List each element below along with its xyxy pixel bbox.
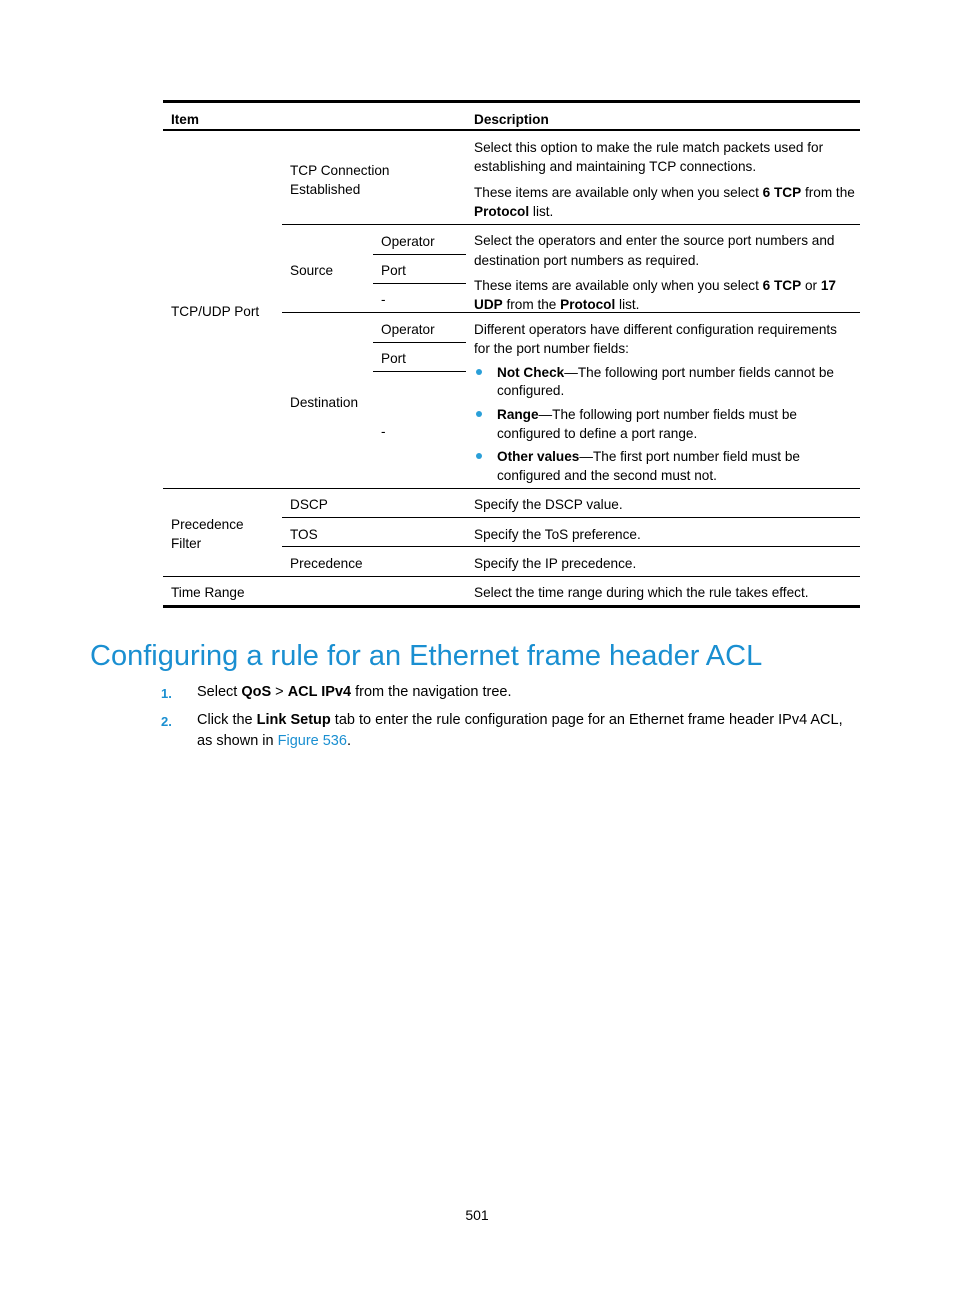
source-desc: destination port numbers as required. — [474, 253, 700, 268]
tcp-udp-port-label: TCP/UDP Port — [171, 304, 260, 319]
step-text-cont: as shown in Figure 536. — [197, 733, 351, 749]
table-header-rule — [163, 129, 860, 131]
row-divider — [163, 576, 860, 577]
bullet-item: Range—The following port number fields must be — [497, 407, 797, 422]
time-range-label: Time Range — [171, 585, 245, 600]
precedence-filter-label: Precedence — [171, 517, 244, 532]
row-divider — [373, 342, 466, 343]
step-text: Click the Link Setup tab to enter the rule configuration page for an Ethernet frame header IPv4 ACL, — [197, 712, 843, 728]
source-availability: These items are available only when you select 6 TCP or 17 — [474, 278, 836, 293]
row-divider — [373, 371, 466, 372]
section-title: Configuring a rule for an Ethernet frame header ACL — [90, 640, 763, 672]
table-bottom-rule — [163, 605, 860, 608]
row-divider — [163, 488, 860, 489]
destination-desc: Different operators have different configuration requirements — [474, 322, 837, 337]
dscp-desc: Specify the DSCP value. — [474, 497, 623, 512]
tcp-established-label: Established — [290, 182, 361, 197]
destination-label: Destination — [290, 395, 359, 410]
established-availability: Protocol list. — [474, 204, 554, 219]
precedence-label: Precedence — [290, 556, 363, 571]
tos-desc: Specify the ToS preference. — [474, 527, 641, 542]
step-text: Select QoS > ACL IPv4 from the navigation tree. — [197, 684, 512, 700]
dscp-label: DSCP — [290, 497, 328, 512]
bullet-item: Other values—The first port number field must be — [497, 449, 800, 464]
header-item: Item — [171, 112, 199, 127]
step-number: 2. — [161, 714, 172, 729]
step-number: 1. — [161, 686, 172, 701]
source-dash: - — [381, 292, 386, 307]
established-desc: Select this option to make the rule match packets used for — [474, 140, 824, 155]
row-divider — [282, 546, 860, 547]
row-divider — [282, 517, 860, 518]
source-operator: Operator — [381, 234, 435, 249]
destination-operator: Operator — [381, 322, 435, 337]
header-description: Description — [474, 112, 549, 127]
page-number: 501 — [465, 1207, 489, 1223]
figure-link[interactable]: Figure 536 — [277, 733, 347, 749]
tos-label: TOS — [290, 527, 318, 542]
established-desc: establishing and maintaining TCP connections. — [474, 159, 757, 174]
bullet-icon — [476, 453, 482, 459]
tcp-established-label: TCP Connection — [290, 163, 390, 178]
source-label: Source — [290, 263, 334, 278]
precedence-desc: Specify the IP precedence. — [474, 556, 637, 571]
bullet-item-cont: configured to define a port range. — [497, 426, 698, 441]
table-top-rule — [163, 100, 860, 103]
established-availability: These items are available only when you select 6 TCP from the — [474, 185, 855, 200]
time-range-desc: Select the time range during which the rule takes effect. — [474, 585, 809, 600]
row-divider — [373, 283, 466, 284]
bullet-icon — [476, 411, 482, 417]
precedence-filter-label: Filter — [171, 536, 202, 551]
row-divider — [282, 224, 860, 225]
source-port: Port — [381, 263, 406, 278]
bullet-item-cont: configured and the second must not. — [497, 468, 717, 483]
source-availability: UDP from the Protocol list. — [474, 297, 640, 312]
row-divider — [373, 254, 466, 255]
destination-dash: - — [381, 424, 386, 439]
bullet-item: Not Check—The following port number fields cannot be — [497, 365, 834, 380]
bullet-item-cont: configured. — [497, 383, 565, 398]
destination-port: Port — [381, 351, 406, 366]
bullet-icon — [476, 369, 482, 375]
source-desc: Select the operators and enter the source port numbers and — [474, 233, 835, 248]
destination-desc: for the port number fields: — [474, 341, 629, 356]
